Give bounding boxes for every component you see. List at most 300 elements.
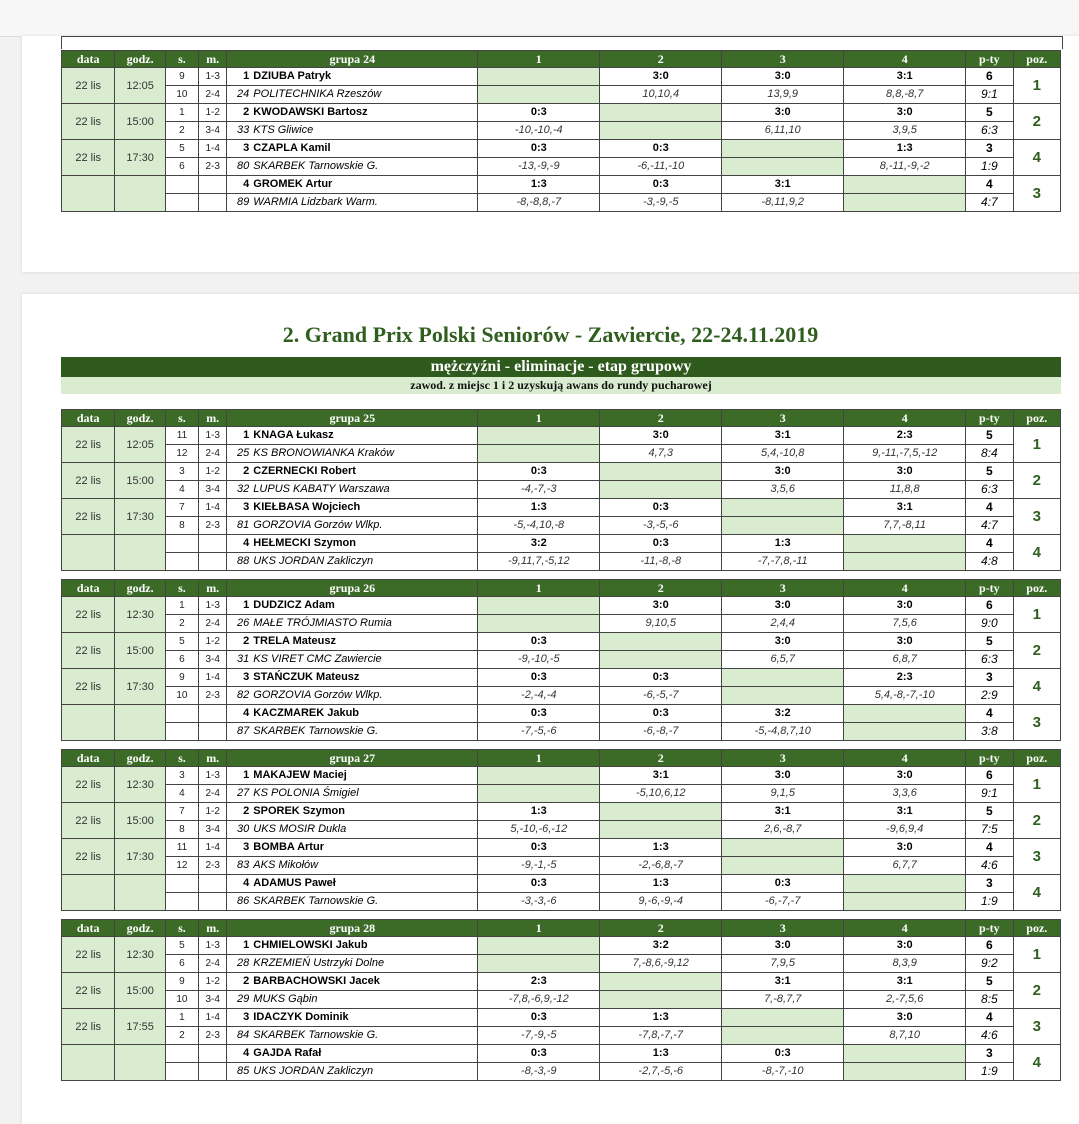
player-row-bottom: [62, 122, 1061, 140]
match-result: 2:3: [478, 973, 600, 991]
player-name-cell: [227, 463, 478, 481]
match-result: [600, 633, 722, 651]
document-page-2: [22, 294, 1079, 1124]
table-number: [165, 194, 198, 212]
set-scores: [722, 1027, 844, 1045]
player-club-cell: [227, 615, 478, 633]
set-scores: -3,-5,-6: [600, 517, 722, 535]
player-club: UKS JORDAN Zakliczyn: [253, 1065, 374, 1077]
cut-off-previous-rows: [61, 36, 1063, 49]
match-pairing: [199, 1045, 227, 1063]
set-ratio: 9:0: [966, 615, 1013, 633]
player-club: SKARBEK Tarnowskie G.: [253, 160, 379, 172]
match-result: 0:3: [722, 1045, 844, 1063]
player-row-bottom: [62, 893, 1061, 911]
points-total: 3: [966, 875, 1013, 893]
group-name: grupa 27: [227, 750, 478, 767]
match-time: 15:00: [115, 973, 165, 1009]
player-club: UKS JORDAN Zakliczyn: [253, 555, 374, 567]
match-pairing: 1-2: [199, 803, 227, 821]
player-row-top: [62, 1009, 1061, 1027]
match-time: [115, 875, 165, 911]
match-result: [722, 669, 844, 687]
player-row-bottom: [62, 991, 1061, 1009]
group-header-row: [62, 580, 1061, 597]
points-total: 4: [966, 705, 1013, 723]
set-scores: 2,4,4: [722, 615, 844, 633]
match-pairing: [199, 194, 227, 212]
final-position: 2: [1013, 633, 1060, 669]
match-date: 22 lis: [62, 839, 115, 875]
match-result: 3:1: [844, 68, 966, 86]
set-scores: [478, 615, 600, 633]
final-position: 4: [1013, 669, 1060, 705]
set-scores: 6,7,7: [844, 857, 966, 875]
player-name-cell: [227, 176, 478, 194]
header-match: m.: [199, 750, 227, 767]
player-row-top: [62, 176, 1061, 194]
set-scores: -5,10,6,12: [600, 785, 722, 803]
set-scores: -7,-5,-6: [478, 723, 600, 741]
player-row-bottom: [62, 785, 1061, 803]
match-result: 3:0: [722, 937, 844, 955]
table-number: 4: [165, 481, 198, 499]
header-col-4: 4: [844, 51, 966, 68]
player-seed: 4: [243, 707, 250, 719]
group-name: grupa 26: [227, 580, 478, 597]
player-club: KS POLONIA Śmigiel: [253, 787, 359, 799]
header-col-2: 2: [600, 410, 722, 427]
set-scores: -9,6,9,4: [844, 821, 966, 839]
player-draw-number: 82: [237, 689, 250, 701]
player-name: DUDZICZ Adam: [253, 599, 335, 611]
match-result: 3:1: [722, 176, 844, 194]
player-draw-number: 85: [237, 1065, 250, 1077]
match-pairing: 3-4: [199, 481, 227, 499]
player-name-cell: [227, 499, 478, 517]
header-table-no: s.: [165, 410, 198, 427]
set-scores: -6,-8,-7: [600, 723, 722, 741]
player-draw-number: 30: [237, 823, 250, 835]
match-result: 0:3: [478, 463, 600, 481]
set-scores: 7,7,-8,11: [844, 517, 966, 535]
player-row-top: [62, 839, 1061, 857]
table-number: 5: [165, 140, 198, 158]
set-scores: [722, 517, 844, 535]
match-pairing: 1-3: [199, 937, 227, 955]
header-time: godz.: [115, 410, 165, 427]
category-banner: mężczyźni - eliminacje - etap grupowy: [61, 357, 1061, 377]
group-header-row: [62, 920, 1061, 937]
match-time: 17:30: [115, 140, 165, 176]
player-name: BOMBA Artur: [253, 841, 324, 853]
player-club: GORZOVIA Gorzów Wlkp.: [253, 519, 383, 531]
group-table-27: [61, 749, 1061, 911]
player-club-cell: [227, 785, 478, 803]
match-result: 3:1: [722, 973, 844, 991]
player-draw-number: 89: [237, 196, 250, 208]
player-seed: 4: [243, 537, 250, 549]
header-col-3: 3: [722, 920, 844, 937]
table-number: 6: [165, 158, 198, 176]
player-club: KS BRONOWIANKA Kraków: [253, 447, 395, 459]
set-ratio: 4:6: [966, 857, 1013, 875]
match-time: 15:00: [115, 633, 165, 669]
player-name: BARBACHOWSKI Jacek: [253, 975, 380, 987]
header-col-3: 3: [722, 410, 844, 427]
points-total: 5: [966, 104, 1013, 122]
set-ratio: 6:3: [966, 481, 1013, 499]
header-time: godz.: [115, 920, 165, 937]
player-club-cell: [227, 991, 478, 1009]
player-seed: 1: [243, 70, 250, 82]
player-row-bottom: [62, 86, 1061, 104]
set-scores: -2,7,-5,-6: [600, 1063, 722, 1081]
header-time: godz.: [115, 580, 165, 597]
set-scores: [844, 893, 966, 911]
points-total: 3: [966, 1045, 1013, 1063]
match-result: 2:3: [844, 427, 966, 445]
player-row-bottom: [62, 517, 1061, 535]
set-scores: -6,-11,-10: [600, 158, 722, 176]
player-row-bottom: [62, 1063, 1061, 1081]
player-row-top: [62, 767, 1061, 785]
player-row-top: [62, 104, 1061, 122]
match-date: [62, 875, 115, 911]
match-pairing: 1-4: [199, 839, 227, 857]
set-scores: 8,-11,-9,-2: [844, 158, 966, 176]
table-number: 3: [165, 463, 198, 481]
player-row-bottom: [62, 651, 1061, 669]
final-position: 1: [1013, 937, 1060, 973]
table-number: [165, 875, 198, 893]
document-title: 2. Grand Prix Polski Seniorów - Zawiercie, 22-24.11.2019: [282, 322, 819, 347]
header-position: poz.: [1013, 580, 1060, 597]
match-result: 1:3: [600, 875, 722, 893]
match-pairing: 1-2: [199, 973, 227, 991]
player-name-cell: [227, 803, 478, 821]
table-number: 3: [165, 767, 198, 785]
match-date: 22 lis: [62, 767, 115, 803]
table-number: 1: [165, 597, 198, 615]
player-club-cell: [227, 481, 478, 499]
player-club: MAŁE TRÓJMIASTO Rumia: [253, 617, 392, 629]
set-scores: -11,-8,-8: [600, 553, 722, 571]
header-position: poz.: [1013, 51, 1060, 68]
set-scores: -3,-9,-5: [600, 194, 722, 212]
match-time: 17:55: [115, 1009, 165, 1045]
set-scores: -8,-7,-10: [722, 1063, 844, 1081]
player-row-top: [62, 937, 1061, 955]
set-ratio: 9:1: [966, 785, 1013, 803]
match-date: 22 lis: [62, 803, 115, 839]
set-scores: [600, 122, 722, 140]
table-number: [165, 705, 198, 723]
final-position: 3: [1013, 1009, 1060, 1045]
final-position: 4: [1013, 1045, 1060, 1081]
points-total: 5: [966, 427, 1013, 445]
set-scores: [844, 1063, 966, 1081]
final-position: 2: [1013, 104, 1060, 140]
match-result: [600, 463, 722, 481]
player-row-bottom: [62, 821, 1061, 839]
set-ratio: 4:7: [966, 517, 1013, 535]
match-result: [600, 803, 722, 821]
match-pairing: 2-4: [199, 785, 227, 803]
header-col-4: 4: [844, 410, 966, 427]
match-pairing: 3-4: [199, 991, 227, 1009]
match-time: 17:30: [115, 839, 165, 875]
match-date: [62, 535, 115, 571]
match-result: 3:1: [600, 767, 722, 785]
player-draw-number: 32: [237, 483, 250, 495]
set-ratio: 8:5: [966, 991, 1013, 1009]
table-number: 4: [165, 785, 198, 803]
player-name-cell: [227, 669, 478, 687]
table-number: 8: [165, 517, 198, 535]
set-scores: -6,-5,-7: [600, 687, 722, 705]
set-scores: -7,8,-7,-7: [600, 1027, 722, 1045]
set-scores: [478, 785, 600, 803]
set-scores: -7,-7,8,-11: [722, 553, 844, 571]
set-scores: 6,5,7: [722, 651, 844, 669]
set-ratio: 6:3: [966, 651, 1013, 669]
header-col-3: 3: [722, 580, 844, 597]
player-club-cell: [227, 1063, 478, 1081]
set-ratio: 9:2: [966, 955, 1013, 973]
header-match: m.: [199, 580, 227, 597]
set-scores: 6,8,7: [844, 651, 966, 669]
match-pairing: 2-4: [199, 445, 227, 463]
player-draw-number: 84: [237, 1029, 250, 1041]
player-row-top: [62, 463, 1061, 481]
header-date: data: [62, 580, 115, 597]
points-total: 3: [966, 669, 1013, 687]
match-result: 0:3: [478, 1045, 600, 1063]
player-row-bottom: [62, 553, 1061, 571]
match-result: 3:0: [844, 104, 966, 122]
player-name: CHMIELOWSKI Jakub: [253, 939, 368, 951]
player-seed: 3: [243, 501, 250, 513]
match-result: 3:0: [844, 1009, 966, 1027]
points-total: 5: [966, 463, 1013, 481]
player-row-top: [62, 875, 1061, 893]
match-date: [62, 705, 115, 741]
header-table-no: s.: [165, 920, 198, 937]
group-name: grupa 24: [227, 51, 478, 68]
table-number: 7: [165, 803, 198, 821]
set-scores: -2,-4,-4: [478, 687, 600, 705]
match-date: 22 lis: [62, 937, 115, 973]
player-name: CZERNECKI Robert: [253, 465, 356, 477]
table-number: 10: [165, 86, 198, 104]
set-ratio: 6:3: [966, 122, 1013, 140]
match-pairing: 2-4: [199, 955, 227, 973]
match-result: [478, 68, 600, 86]
set-scores: 8,3,9: [844, 955, 966, 973]
match-result: 3:0: [600, 427, 722, 445]
header-position: poz.: [1013, 920, 1060, 937]
match-date: 22 lis: [62, 463, 115, 499]
set-scores: 3,9,5: [844, 122, 966, 140]
player-name-cell: [227, 597, 478, 615]
set-ratio: 7:5: [966, 821, 1013, 839]
group-table-24: [61, 50, 1061, 212]
match-pairing: 3-4: [199, 651, 227, 669]
match-result: 3:1: [844, 803, 966, 821]
set-scores: [478, 445, 600, 463]
set-scores: -6,-7,-7: [722, 893, 844, 911]
set-scores: -3,-3,-6: [478, 893, 600, 911]
player-club-cell: [227, 687, 478, 705]
table-number: [165, 1063, 198, 1081]
player-name-cell: [227, 427, 478, 445]
match-result: 0:3: [600, 535, 722, 553]
final-position: 3: [1013, 839, 1060, 875]
player-row-top: [62, 669, 1061, 687]
match-time: [115, 176, 165, 212]
player-club-cell: [227, 1027, 478, 1045]
match-date: 22 lis: [62, 1009, 115, 1045]
set-scores: [844, 553, 966, 571]
match-time: [115, 535, 165, 571]
match-pairing: [199, 705, 227, 723]
table-number: 5: [165, 937, 198, 955]
set-scores: 9,10,5: [600, 615, 722, 633]
table-number: 5: [165, 633, 198, 651]
match-pairing: 1-4: [199, 1009, 227, 1027]
header-col-1: 1: [478, 920, 600, 937]
set-scores: -2,-6,8,-7: [600, 857, 722, 875]
match-result: 3:0: [844, 463, 966, 481]
table-number: 8: [165, 821, 198, 839]
match-result: 1:3: [600, 839, 722, 857]
player-club-cell: [227, 86, 478, 104]
match-result: 3:0: [600, 68, 722, 86]
match-result: 3:0: [844, 633, 966, 651]
player-name: GAJDA Rafał: [253, 1047, 322, 1059]
match-result: 3:0: [722, 767, 844, 785]
match-result: 0:3: [478, 140, 600, 158]
match-result: [844, 535, 966, 553]
set-ratio: 4:6: [966, 1027, 1013, 1045]
table-number: [165, 176, 198, 194]
match-time: 12:05: [115, 427, 165, 463]
points-total: 6: [966, 937, 1013, 955]
viewer-top-bar: [0, 0, 1079, 37]
match-result: 0:3: [600, 140, 722, 158]
player-draw-number: 33: [237, 124, 250, 136]
match-result: 0:3: [722, 875, 844, 893]
match-time: 12:30: [115, 937, 165, 973]
points-total: 5: [966, 803, 1013, 821]
player-seed: 3: [243, 1011, 250, 1023]
player-name-cell: [227, 68, 478, 86]
header-col-2: 2: [600, 51, 722, 68]
header-match: m.: [199, 920, 227, 937]
player-name: IDACZYK Dominik: [253, 1011, 349, 1023]
player-club-cell: [227, 122, 478, 140]
player-club: SKARBEK Tarnowskie G.: [253, 895, 379, 907]
match-result: 3:0: [844, 937, 966, 955]
group-table-28: [61, 919, 1061, 1081]
player-name-cell: [227, 140, 478, 158]
set-scores: -7,-9,-5: [478, 1027, 600, 1045]
table-number: [165, 1045, 198, 1063]
table-number: [165, 553, 198, 571]
player-row-top: [62, 535, 1061, 553]
table-number: 9: [165, 973, 198, 991]
match-pairing: 1-4: [199, 499, 227, 517]
match-date: 22 lis: [62, 499, 115, 535]
player-seed: 1: [243, 599, 250, 611]
player-draw-number: 80: [237, 160, 250, 172]
final-position: 3: [1013, 499, 1060, 535]
match-date: 22 lis: [62, 597, 115, 633]
table-number: 2: [165, 122, 198, 140]
match-pairing: 1-3: [199, 767, 227, 785]
set-scores: 13,9,9: [722, 86, 844, 104]
match-result: [600, 973, 722, 991]
header-date: data: [62, 51, 115, 68]
match-pairing: 1-4: [199, 140, 227, 158]
set-ratio: 1:9: [966, 158, 1013, 176]
match-result: 1:3: [600, 1045, 722, 1063]
player-club: KRZEMIEŃ Ustrzyki Dolne: [253, 957, 385, 969]
player-draw-number: 27: [237, 787, 250, 799]
player-seed: 4: [243, 877, 250, 889]
set-scores: 9,-11,-7,5,-12: [844, 445, 966, 463]
set-scores: 2,-7,5,6: [844, 991, 966, 1009]
match-result: 0:3: [478, 875, 600, 893]
header-table-no: s.: [165, 51, 198, 68]
player-name: KWODAWSKI Bartosz: [253, 106, 368, 118]
player-name-cell: [227, 705, 478, 723]
table-number: 1: [165, 1009, 198, 1027]
match-pairing: [199, 553, 227, 571]
match-result: 0:3: [478, 839, 600, 857]
set-ratio: 8:4: [966, 445, 1013, 463]
player-name-cell: [227, 535, 478, 553]
set-scores: 5,4,-10,8: [722, 445, 844, 463]
set-scores: 3,3,6: [844, 785, 966, 803]
player-row-top: [62, 427, 1061, 445]
set-scores: 5,-10,-6,-12: [478, 821, 600, 839]
set-scores: [844, 723, 966, 741]
player-row-bottom: [62, 1027, 1061, 1045]
player-draw-number: 86: [237, 895, 250, 907]
match-date: 22 lis: [62, 140, 115, 176]
match-date: [62, 1045, 115, 1081]
set-scores: 5,4,-8,-7,-10: [844, 687, 966, 705]
table-number: 2: [165, 615, 198, 633]
match-result: [478, 427, 600, 445]
player-draw-number: 31: [237, 653, 250, 665]
header-col-1: 1: [478, 51, 600, 68]
table-number: [165, 535, 198, 553]
group-table-25: [61, 409, 1061, 571]
match-result: 1:3: [600, 1009, 722, 1027]
match-result: [722, 140, 844, 158]
set-scores: 7,-8,6,-9,12: [600, 955, 722, 973]
set-scores: -13,-9,-9: [478, 158, 600, 176]
final-position: 3: [1013, 705, 1060, 741]
set-scores: [478, 86, 600, 104]
player-club-cell: [227, 955, 478, 973]
player-seed: 3: [243, 142, 250, 154]
match-result: [600, 104, 722, 122]
match-result: 3:0: [722, 597, 844, 615]
